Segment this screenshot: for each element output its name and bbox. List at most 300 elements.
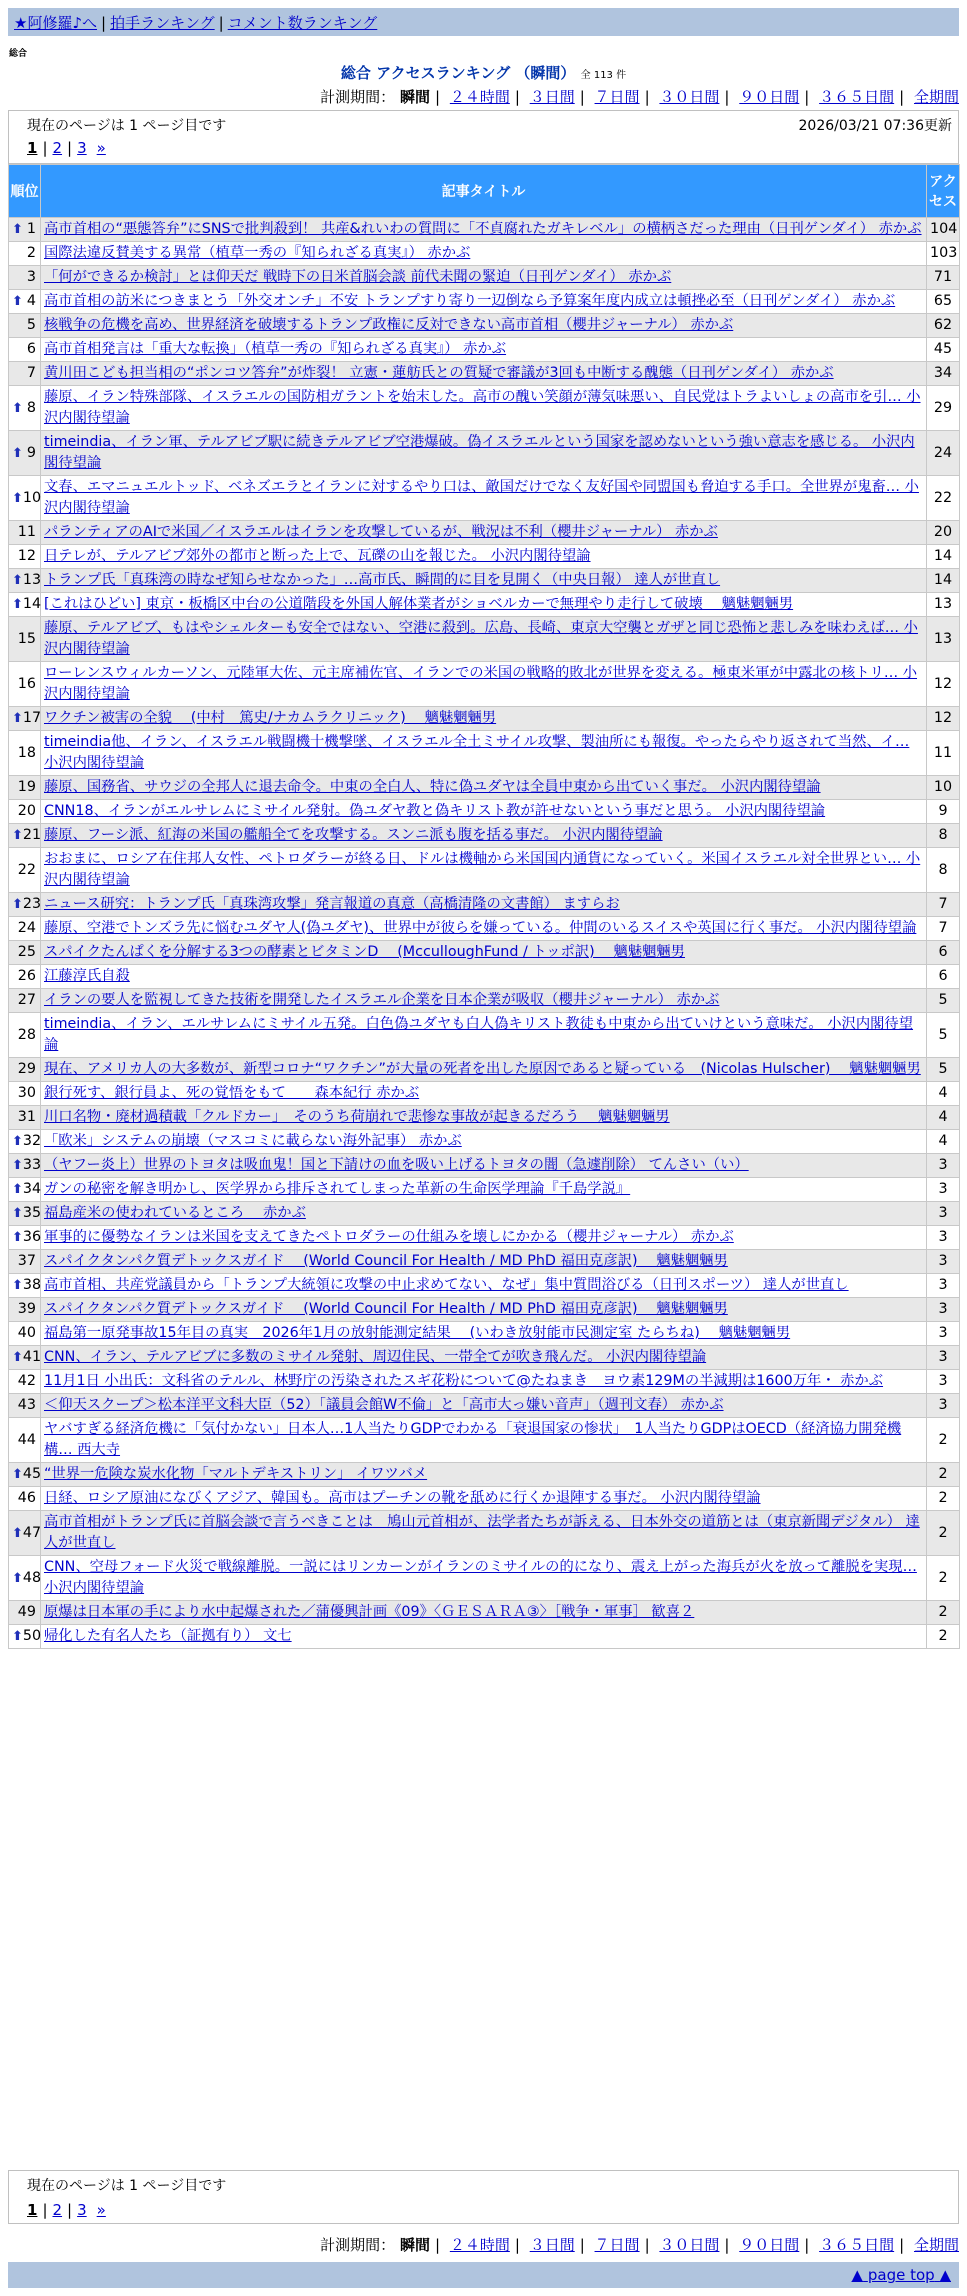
title-cell [41, 1625, 927, 1649]
article-title-link[interactable]: おおまに、ロシア在住邦人女性、ペトロダラーが終る日、ドルは機軸から米国国内通貨になっていく。米国イスラエル対全世界とい… 小沢内閣待望論 [44, 851, 921, 888]
article-title-link[interactable]: timeindia他、イラン、イスラエル戦闘機十機撃墜、イスラエル全土ミサイル攻撃、製油所にも報復。やったらやり返されて当然、イ… 小沢内閣待望論 [44, 734, 910, 771]
rank-cell [9, 218, 41, 242]
up-arrow-icon: ⬆ [12, 1570, 23, 1586]
title-cell [41, 476, 927, 521]
article-title-link[interactable]: 現在、アメリカ人の大多数が、新型コロナ“ワクチン”が大量の死者を出した原因であると疑っている (Nicolas Hulscher) 魑魅魍魎男 [44, 1061, 921, 1077]
article-title-link[interactable]: 11月1日 小出氏：文科省のテルル、林野庁の汚染されたスギ花粉について@たねまき ヨウ素129Mの半減期は1600万年・ 赤かぶ [44, 1373, 884, 1389]
up-arrow-icon: ⬆ [12, 897, 23, 912]
period-label: 計測期間： [320, 88, 396, 106]
access-count: 65 [927, 290, 960, 314]
rank-cell [9, 1082, 41, 1106]
rank-cell [9, 362, 41, 386]
title-cell [41, 989, 927, 1013]
rank-number: 9 [26, 444, 36, 461]
up-arrow-icon: ⬆ [12, 1629, 23, 1644]
rank-number: 43 [17, 1397, 36, 1413]
title-cell [41, 662, 927, 707]
rank-cell [9, 1226, 41, 1250]
table-row [9, 848, 960, 893]
rank-number: 22 [17, 861, 36, 878]
title-cell [41, 569, 927, 593]
title-cell [41, 965, 927, 989]
article-title-link[interactable]: 日テレが、テルアビブ郊外の都市と断った上で、瓦礫の山を報じた。 小沢内閣待望論 [44, 548, 591, 564]
rank-cell [9, 1274, 41, 1298]
article-title-link[interactable]: CNN、イラン、テルアビブに多数のミサイル発射、周辺住民、一帯全てが吹き飛んだ。 小沢内閣待望論 [44, 1349, 707, 1365]
article-title-link[interactable]: 藤原、国務省、サウジの全邦人に退去命令。中東の全白人、特に偽ユダヤは全員中東から出ていく事だ。 小沢内閣待望論 [44, 779, 821, 795]
article-title-link[interactable]: 国際法違反賛美する異常（植草一秀の『知られざる真実』） 赤かぶ [44, 245, 471, 261]
period-link-30d[interactable]: ３０日間 [659, 88, 720, 106]
access-count: 6 [927, 941, 960, 965]
rank-cell [9, 1463, 41, 1487]
article-title-link[interactable]: 高市首相がトランプ氏に首脳会談で言うべきことは 鳩山元首相が、法学者たちが訴える、日本外交の道筋とは（東京新聞デジタル） 達人が世直し [44, 1514, 920, 1551]
rank-number: 11 [17, 524, 36, 540]
rank-number: 39 [17, 1301, 36, 1317]
table-header-row [9, 165, 960, 218]
title-cell [41, 1013, 927, 1058]
page-link-2-bottom[interactable]: 2 [52, 2201, 63, 2219]
rank-cell [9, 593, 41, 617]
rank-number: 42 [17, 1373, 36, 1389]
table-row [9, 1154, 960, 1178]
article-title-link[interactable]: ニュース研究：トランプ氏「真珠湾攻撃」発言報道の真意（高橋清隆の文書館） ますらお [44, 896, 620, 912]
access-count: 6 [927, 965, 960, 989]
article-title-link[interactable]: 福島産米の使われているところ 赤かぶ [44, 1205, 306, 1221]
table-row [9, 545, 960, 569]
article-title-link[interactable]: 黄川田こども担当相の“ポンコツ答弁”が炸裂！ 立憲・蓮舫氏との質疑で審議が3回も中断する醜態（日刊ゲンダイ） 赤かぶ [44, 365, 834, 381]
access-count: 71 [927, 266, 960, 290]
title-cell [41, 545, 927, 569]
page-link-2[interactable]: 2 [52, 139, 63, 157]
table-row [9, 266, 960, 290]
access-count: 3 [927, 1250, 960, 1274]
period-selector-bottom: 計測期間： 瞬間 | ２４時間 | ３日間 | ７日間 | ３０日間 | ９０日間 | ３６５日間 | 全期間 [320, 2236, 959, 2254]
current-page-text: 現在のページは 1 ページ目です [27, 118, 227, 134]
table-row [9, 1178, 960, 1202]
table-row [9, 989, 960, 1013]
title-cell [41, 1487, 927, 1511]
article-title-link[interactable]: timeindia、イラン軍、テルアビブ駅に続きテルアビブ空港爆破。偽イスラエルという国家を認めないという強い意志を感じる。 小沢内閣待望論 [44, 434, 915, 471]
article-title-link[interactable]: 藤原、イラン特殊部隊、イスラエルの国防相ガラントを始末した。高市の醜い笑顔が薄気味悪い、自民党はトラよいしょの高市を引… 小沢内閣待望論 [44, 389, 921, 426]
article-title-link[interactable]: CNN18、イランがエルサレムにミサイル発射。偽ユダヤ教と偽キリスト教が許せないという事だと思う。 小沢内閣待望論 [44, 803, 826, 819]
period-link-24h[interactable]: ２４時間 [449, 88, 510, 106]
access-count: 2 [927, 1556, 960, 1601]
title-cell [41, 1274, 927, 1298]
access-count: 7 [927, 893, 960, 917]
ranking-table [8, 164, 960, 1649]
site-label: 総合 [9, 49, 28, 59]
up-arrow-icon: ⬆ [12, 597, 23, 612]
title-cell [41, 1250, 927, 1274]
rank-number: 15 [17, 630, 36, 647]
title-cell [41, 593, 927, 617]
title-cell [41, 362, 927, 386]
rank-cell [9, 1625, 41, 1649]
article-title-link[interactable]: 「欧米」システムの崩壊（マスコミに載らない海外記事） 赤かぶ [44, 1133, 462, 1149]
article-title-link[interactable]: スパイクタンパク質デトックスガイド (World Council For Health / MD PhD 福田克彦訳) 魑魅魍魎男 [44, 1301, 728, 1317]
rank-cell [9, 521, 41, 545]
period-link-90d-bottom[interactable]: ９０日間 [739, 2236, 800, 2254]
title-cell [41, 1178, 927, 1202]
table-row [9, 1556, 960, 1601]
access-count: 12 [927, 662, 960, 707]
access-count: 5 [927, 989, 960, 1013]
rank-number: 41 [22, 1349, 42, 1365]
title-cell [41, 1463, 927, 1487]
table-row [9, 800, 960, 824]
current-page-text-bottom: 現在のページは 1 ページ目です [27, 2178, 227, 2194]
title-cell [41, 386, 927, 431]
table-row [9, 362, 960, 386]
page-link-3-bottom[interactable]: 3 [77, 2201, 87, 2219]
title-cell [41, 290, 927, 314]
table-row [9, 218, 960, 242]
period-link-3d[interactable]: ３日間 [529, 88, 575, 106]
rank-cell [9, 1058, 41, 1082]
nav-link-applause-ranking[interactable]: 拍手ランキング [110, 14, 215, 32]
article-title-link[interactable]: 高市首相の“悪態答弁”にSNSで批判殺到！ 共産&れいわの質問に「不貞腐れたガキレベル」の横柄さだった理由（日刊ゲンダイ） 赤かぶ [44, 221, 922, 237]
rank-number: 16 [17, 675, 36, 692]
page-info-bottom [8, 2170, 959, 2224]
article-title-link[interactable]: スパイクたんぱくを分解する3つの酵素とビタミンD (McculloughFund / トッポ訳) 魑魅魍魎男 [44, 944, 685, 960]
article-title-link[interactable]: 核戦争の危機を高め、世界経済を破壊するトランプ政権に反対できない高市首相（櫻井ジャーナル） 赤かぶ [44, 317, 734, 333]
article-title-link[interactable]: ローレンスウィルカーソン、元陸軍大佐、元主席補佐官、イランでの米国の戦略的敗北が世界を変える。極東米軍が中露北の核トリ… 小沢内閣待望論 [44, 665, 918, 702]
rank-number: 18 [17, 744, 36, 761]
rank-cell [9, 731, 41, 776]
period-link-all[interactable]: 全期間 [913, 88, 959, 106]
rank-cell [9, 662, 41, 707]
table-row [9, 1013, 960, 1058]
up-arrow-icon: ⬆ [12, 445, 23, 461]
up-arrow-icon: ⬆ [12, 1206, 23, 1221]
page-next-link[interactable]: » [96, 139, 106, 157]
article-title-link[interactable]: ヤバすぎる経済危機に「気付かない」日本人…1人当たりGDPでわかる「衰退国家の惨状」 1人当たりGDPはOECD（経済協力開発機構… 西大寺 [44, 1421, 902, 1458]
title-cell [41, 1370, 927, 1394]
rank-cell [9, 824, 41, 848]
access-count: 3 [927, 1346, 960, 1370]
rank-cell [9, 1322, 41, 1346]
page-top-label: page top [867, 2266, 935, 2284]
rank-number: 4 [26, 293, 36, 309]
rank-number: 38 [22, 1277, 42, 1293]
rank-cell [9, 1370, 41, 1394]
page-info-top [8, 110, 959, 164]
rank-number: 47 [22, 1524, 42, 1541]
rank-cell [9, 266, 41, 290]
up-arrow-icon: ⬆ [12, 400, 23, 416]
table-row [9, 1322, 960, 1346]
title-cell [41, 1202, 927, 1226]
access-count: 4 [927, 1082, 960, 1106]
table-row [9, 965, 960, 989]
access-count: 5 [927, 1058, 960, 1082]
title-cell [41, 1511, 927, 1556]
rank-number: 14 [22, 596, 42, 612]
title-cell [41, 266, 927, 290]
table-row [9, 476, 960, 521]
rank-number: 45 [22, 1466, 42, 1482]
rank-number: 28 [17, 1026, 36, 1043]
rank-number: 40 [17, 1325, 36, 1341]
title-cell [41, 893, 927, 917]
rank-cell [9, 290, 41, 314]
pagination-top: 1 | 2 | 3 » [27, 139, 106, 157]
article-title-link[interactable]: timeindia、イラン、エルサレムにミサイル五発。白色偽ユダヤも白人偽キリスト教徒も中東から出ていけという意味だ。 小沢内閣待望論 [44, 1016, 914, 1053]
page-1-current-bottom: 1 [27, 2201, 38, 2219]
article-title-link[interactable]: （ヤフー炎上）世界のトヨタは吸血鬼！国と下請けの血を吸い上げるトヨタの闇（急遽削除） てんさい（い） [44, 1157, 749, 1173]
article-title-link[interactable]: 日経、ロシア原油になびくアジア、韓国も。高市はプーチンの靴を舐めに行くか退陣する事だ。 小沢内閣待望論 [44, 1490, 761, 1506]
table-row [9, 1463, 960, 1487]
period-link-365d[interactable]: ３６５日間 [819, 88, 895, 106]
table-row [9, 569, 960, 593]
nav-link-comment-ranking[interactable]: コメント数ランキング [227, 14, 378, 32]
title-cell [41, 776, 927, 800]
access-count: 103 [927, 242, 960, 266]
access-count: 8 [927, 848, 960, 893]
article-title-link[interactable]: ガンの秘密を解き明かし、医学界から排斥されてしまった革新の生命医学理論『千島学説』 [44, 1181, 631, 1197]
page-top-link[interactable] [852, 2266, 951, 2284]
rank-number: 49 [17, 1604, 36, 1620]
title-cell [41, 1346, 927, 1370]
table-row [9, 917, 960, 941]
page-next-link-bottom[interactable]: » [96, 2201, 106, 2219]
title-cell [41, 242, 927, 266]
up-arrow-icon: ⬆ [12, 1134, 23, 1149]
table-row [9, 731, 960, 776]
article-title-link[interactable]: 藤原、テルアビブ、もはやシェルターも安全ではない、空港に殺到。広島、長崎、東京大空襲とガザと同じ恐怖と悲しみを味わえば… 小沢内閣待望論 [44, 620, 918, 657]
rank-cell [9, 545, 41, 569]
rank-cell [9, 1202, 41, 1226]
title-cell [41, 521, 927, 545]
up-arrow-icon: ⬆ [12, 711, 23, 726]
article-title-link[interactable]: 「何ができるか検討」とは仰天だ 戦時下の日米首脳会談 前代未聞の緊迫（日刊ゲンダイ） 赤かぶ [44, 269, 672, 285]
rank-cell [9, 707, 41, 731]
table-row [9, 1370, 960, 1394]
table-row [9, 314, 960, 338]
top-nav-bar [8, 8, 959, 36]
rank-number: 37 [17, 1253, 36, 1269]
access-count: 3 [927, 1370, 960, 1394]
up-arrow-icon: ⬆ [12, 1350, 23, 1365]
access-count: 34 [927, 362, 960, 386]
access-count: 2 [927, 1418, 960, 1463]
title-cell [41, 314, 927, 338]
article-title-link[interactable]: “世界一危険な炭水化物「マルトデキストリン」 イワツバメ [44, 1466, 428, 1482]
title-cell [41, 1322, 927, 1346]
article-title-link[interactable]: 銀行死す、銀行員よ、死の覚悟をもて 森本紀行 赤かぶ [44, 1085, 420, 1101]
table-row [9, 290, 960, 314]
title-cell [41, 617, 927, 662]
nav-link-asyura[interactable]: ★阿修羅♪へ [14, 14, 98, 32]
title-cell [41, 431, 927, 476]
title-cell [41, 218, 927, 242]
table-row [9, 1601, 960, 1625]
article-title-link[interactable]: 高市首相の訪米につきまとう「外交オンチ」不安 トランプすり寄り一辺倒なら予算案年度内成立は頓挫必至（日刊ゲンダイ） 赤かぶ [44, 293, 896, 309]
rank-number: 44 [17, 1431, 36, 1448]
article-title-link[interactable]: 軍事的に優勢なイランは米国を支えてきたペトロダラーの仕組みを壊しにかかる（櫻井ジャーナル） 赤かぶ [44, 1229, 734, 1245]
rank-number: 24 [17, 920, 36, 936]
access-count: 4 [927, 1106, 960, 1130]
table-row [9, 521, 960, 545]
article-title-link[interactable]: イランの要人を監視してきた技術を開発したイスラエル企業を日本企業が吸収（櫻井ジャーナル） 赤かぶ [44, 992, 720, 1008]
article-title-link[interactable]: トランプ氏「真珠湾の時なぜ知らせなかった」…高市氏、瞬間的に目を見開く（中央日報） 達人が世直し [44, 572, 721, 588]
table-row [9, 1625, 960, 1649]
period-current-bottom: 瞬間 [399, 2236, 430, 2254]
rank-number: 7 [26, 365, 36, 381]
article-title-link[interactable]: CNN、空母フォード火災で戦線離脱。一説にはリンカーンがイランのミサイルの的になり、震え上がった海兵が火を放って離脱を実現… 小沢内閣待望論 [44, 1559, 917, 1596]
table-row [9, 893, 960, 917]
article-title-link[interactable]: 原爆は日本軍の手により水中起爆された／蒲優興計画《09》〈ＧＥＳＡＲＡ③〉［戦争・軍事］ 歓喜２ [44, 1604, 695, 1620]
rank-number: 20 [17, 803, 36, 819]
rank-cell [9, 431, 41, 476]
article-title-link[interactable]: ワクチン被害の全貌 (中村 篤史/ナカムラクリニック) 魑魅魍魎男 [44, 710, 497, 726]
rank-number: 3 [26, 269, 36, 285]
access-count: 14 [927, 569, 960, 593]
rank-number: 36 [22, 1229, 42, 1245]
rank-cell [9, 242, 41, 266]
article-title-link[interactable]: 藤原、空港でトンズラ先に悩むユダヤ人(偽ユダヤ)、世界中が彼らを嫌っている。仲間のいるスイスや英国に行く事だ。 小沢内閣待望論 [44, 920, 917, 936]
table-row [9, 431, 960, 476]
access-count: 2 [927, 1487, 960, 1511]
access-count: 7 [927, 917, 960, 941]
article-title-link[interactable]: 福島第一原発事故15年目の真実 2026年1月の放射能測定結果 (いわき放射能市民測定室 たらちね) 魑魅魍魎男 [44, 1325, 791, 1341]
access-count: 3 [927, 1202, 960, 1226]
article-title-link[interactable]: [これはひどい] 東京・板橋区中台の公道階段を外国人解体業者がショベルカーで無理やり走行して破壊 魑魅魍魎男 [44, 596, 794, 612]
access-count: 29 [927, 386, 960, 431]
rank-number: 1 [26, 221, 36, 237]
article-title-link[interactable]: スパイクタンパク質デトックスガイド (World Council For Health / MD PhD 福田克彦訳) 魑魅魍魎男 [44, 1253, 728, 1269]
rank-cell [9, 989, 41, 1013]
up-arrow-icon: ⬆ [12, 222, 23, 237]
title-cell [41, 1298, 927, 1322]
rank-number: 21 [22, 827, 42, 843]
title-cell [41, 1556, 927, 1601]
rank-cell [9, 1298, 41, 1322]
rank-number: 17 [22, 710, 42, 726]
article-title-link[interactable]: 帰化した有名人たち（証拠有り） 文七 [44, 1628, 292, 1644]
rank-cell [9, 776, 41, 800]
article-title-link[interactable]: 江藤淳氏自殺 [44, 968, 130, 984]
table-row [9, 1058, 960, 1082]
column-header-access: アクセス [927, 165, 960, 218]
rank-number: 32 [22, 1133, 42, 1149]
rank-number: 12 [17, 548, 36, 564]
rank-number: 46 [17, 1490, 36, 1506]
access-count: 12 [927, 707, 960, 731]
table-row [9, 593, 960, 617]
title-cell [41, 707, 927, 731]
table-row [9, 776, 960, 800]
up-arrow-icon: ⬆ [12, 573, 23, 588]
page-1-current: 1 [27, 139, 38, 157]
rank-number: 10 [22, 489, 42, 506]
article-title-link[interactable]: 川口名物・廃材過積載「クルドカー」 そのうち荷崩れで悲惨な事故が起きるだろう 魑魅魍魎男 [44, 1109, 670, 1125]
up-arrow-icon: ⬆ [12, 1467, 23, 1482]
rank-cell [9, 1130, 41, 1154]
rank-cell [9, 1601, 41, 1625]
period-link-3d-bottom[interactable]: ３日間 [529, 2236, 575, 2254]
table-row [9, 707, 960, 731]
rank-cell [9, 917, 41, 941]
article-title-link[interactable]: ＜仰天スクープ＞松本洋平文科大臣（52）「議員会館W不倫」と「高市大っ嫌い音声」（週刊文春） 赤かぶ [44, 1397, 724, 1413]
title-cell [41, 1082, 927, 1106]
article-title-link[interactable]: 藤原、フーシ派、紅海の米国の艦船全てを攻撃する。スンニ派も腹を括る事だ。 小沢内閣待望論 [44, 827, 663, 843]
table-row [9, 1274, 960, 1298]
rank-number: 8 [26, 399, 36, 416]
footer-bar [8, 2262, 959, 2288]
rank-number: 29 [17, 1061, 36, 1077]
updated-datetime: 2026/03/21 07:36更新 [798, 118, 952, 134]
up-arrow-icon: ⬆ [12, 1158, 23, 1173]
nav-separator: | [101, 14, 107, 32]
access-count: 3 [927, 1322, 960, 1346]
rank-cell [9, 848, 41, 893]
access-count: 13 [927, 617, 960, 662]
rank-cell [9, 569, 41, 593]
title-cell [41, 1130, 927, 1154]
table-row [9, 617, 960, 662]
access-count: 13 [927, 593, 960, 617]
access-count: 22 [927, 476, 960, 521]
article-title-link[interactable]: 高市首相発言は「重大な転換」（植草一秀の『知られざる真実』） 赤かぶ [44, 341, 507, 357]
period-link-7d[interactable]: ７日間 [594, 88, 640, 106]
table-row [9, 662, 960, 707]
table-row [9, 1202, 960, 1226]
rank-cell [9, 1106, 41, 1130]
title-cell [41, 731, 927, 776]
access-count: 2 [927, 1511, 960, 1556]
period-link-365d-bottom[interactable]: ３６５日間 [819, 2236, 895, 2254]
access-count: 3 [927, 1226, 960, 1250]
title-cell [41, 1394, 927, 1418]
page-link-3[interactable]: 3 [77, 139, 87, 157]
article-title-link[interactable]: 高市首相、共産党議員から「トランプ大統領に攻撃の中止求めてない、なぜ」集中質問浴びる（日刊スポーツ） 達人が世直し [44, 1277, 849, 1293]
title-cell [41, 1106, 927, 1130]
rank-cell [9, 941, 41, 965]
rank-number: 50 [22, 1628, 42, 1644]
rank-number: 35 [22, 1205, 42, 1221]
rank-cell [9, 1394, 41, 1418]
table-row [9, 1346, 960, 1370]
rank-number: 33 [22, 1157, 42, 1173]
access-count: 9 [927, 800, 960, 824]
table-row [9, 1082, 960, 1106]
rank-cell [9, 476, 41, 521]
period-link-7d-bottom[interactable]: ７日間 [594, 2236, 640, 2254]
rank-cell [9, 1250, 41, 1274]
access-count: 45 [927, 338, 960, 362]
table-row [9, 1511, 960, 1556]
table-row [9, 1394, 960, 1418]
rank-cell [9, 965, 41, 989]
up-arrow-icon: ⬆ [12, 1525, 23, 1541]
rank-cell [9, 1346, 41, 1370]
rank-cell [9, 1178, 41, 1202]
rank-number: 13 [22, 572, 42, 588]
access-count: 8 [927, 824, 960, 848]
period-link-90d[interactable]: ９０日間 [739, 88, 800, 106]
up-arrow-icon: ⬆ [12, 1182, 23, 1197]
rank-number: 27 [17, 992, 36, 1008]
period-link-24h-bottom[interactable]: ２４時間 [449, 2236, 510, 2254]
access-count: 3 [927, 1154, 960, 1178]
period-link-all-bottom[interactable]: 全期間 [913, 2236, 959, 2254]
article-title-link[interactable]: パランティアのAIで米国／イスラエルはイランを攻撃しているが、戦況は不利（櫻井ジャーナル） 赤かぶ [44, 524, 718, 540]
article-title-link[interactable]: 文春、エマニュエルトッド、ベネズエラとイランに対するやり口は、敵国だけでなく友好国や同盟国も脅迫する手口。全世界が鬼畜… 小沢内閣待望論 [44, 479, 919, 516]
period-link-30d-bottom[interactable]: ３０日間 [659, 2236, 720, 2254]
title-cell [41, 1601, 927, 1625]
access-count: 2 [927, 1625, 960, 1649]
table-row [9, 1298, 960, 1322]
